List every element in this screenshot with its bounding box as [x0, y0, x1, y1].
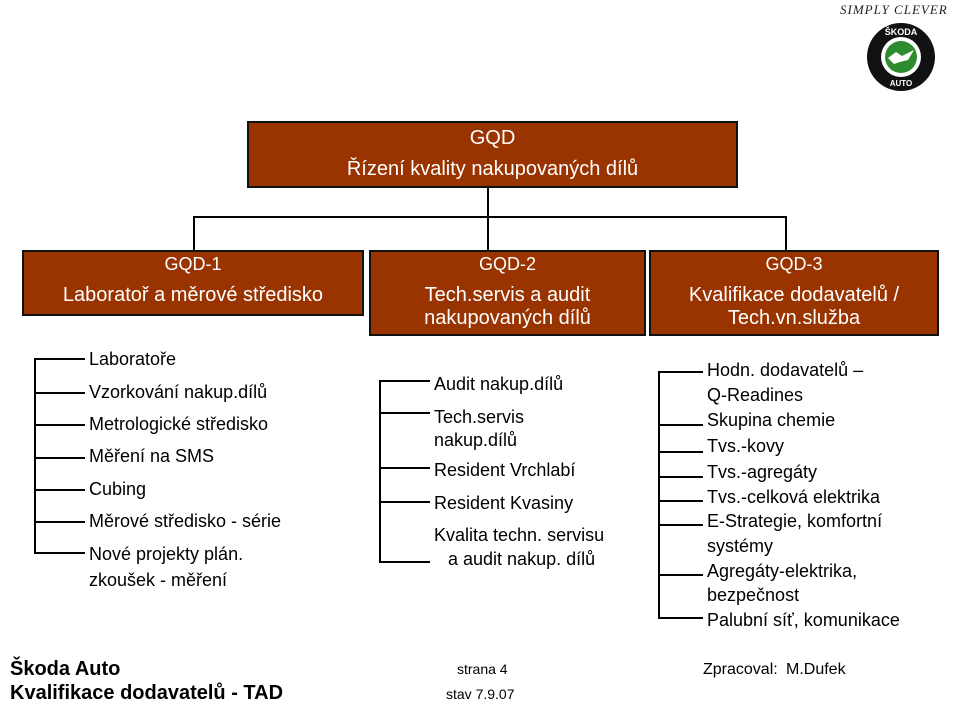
- gqd-3-item: Q-Readines: [707, 385, 804, 405]
- org-box-gqd-1: [22, 250, 364, 316]
- tree-branch: [658, 574, 703, 576]
- gqd-3-item: Tvs.-celková elektrika: [707, 487, 881, 507]
- tree-branch: [34, 552, 85, 554]
- gqd-3-item: Agregáty-elektrika,: [707, 561, 858, 581]
- gqd-1-item: Laboratoře: [89, 349, 177, 369]
- org-box-gqd-2-code: GQD-2: [478, 254, 536, 274]
- tree-branch: [658, 476, 703, 478]
- connector-right: [785, 216, 787, 250]
- gqd-3-item: systémy: [707, 536, 774, 556]
- gqd-3-item: Hodn. dodavatelů –: [707, 360, 864, 380]
- tree-branch: [658, 500, 703, 502]
- org-box-gqd-3: [649, 250, 939, 336]
- gqd-2-item: Kvalita techn. servisu: [434, 525, 605, 545]
- tree-branch: [379, 467, 430, 469]
- connector-left: [193, 216, 195, 250]
- brand-tagline: SIMPLY CLEVER: [840, 2, 948, 17]
- org-box-gqd-3-title-1: Kvalifikace dodavatelů /: [688, 284, 900, 306]
- gqd-1-item: Cubing: [89, 479, 147, 499]
- gqd-1-item: Vzorkování nakup.dílů: [89, 382, 268, 402]
- tree-branch: [658, 371, 703, 373]
- connector-top: [487, 188, 489, 250]
- gqd-2-item: a audit nakup. dílů: [448, 549, 596, 569]
- tree-trunk-gqd-3: [658, 371, 660, 618]
- gqd-3-item: bezpečnost: [707, 585, 800, 605]
- tree-branch: [379, 412, 430, 414]
- connector-horizontal: [193, 216, 786, 218]
- tree-branch: [379, 561, 430, 563]
- tree-branch: [34, 424, 85, 426]
- tree-branch: [34, 457, 85, 459]
- tree-branch: [658, 424, 703, 426]
- tree-branch: [34, 521, 85, 523]
- logo-text-top: ŠKODA: [884, 27, 918, 37]
- org-box-gqd: [247, 121, 738, 188]
- footer-author-label: Zpracoval:: [703, 661, 778, 678]
- org-box-gqd-title: Řízení kvality nakupovaných dílů: [346, 158, 639, 180]
- footer-page-number: strana 4: [457, 661, 508, 677]
- tree-trunk-gqd-1: [34, 358, 36, 553]
- org-box-gqd-2: [369, 250, 646, 336]
- gqd-3-item: Tvs.-agregáty: [707, 462, 818, 482]
- gqd-2-item: nakup.dílů: [434, 430, 518, 450]
- tree-branch: [34, 489, 85, 491]
- gqd-3-item: Skupina chemie: [707, 410, 836, 430]
- footer-subtitle: Kvalifikace dodavatelů - TAD: [10, 682, 284, 704]
- gqd-2-item: Resident Kvasiny: [434, 493, 574, 513]
- gqd-1-item: Měření na SMS: [89, 446, 215, 466]
- tree-branch: [34, 358, 85, 360]
- gqd-3-item: E-Strategie, komfortní: [707, 511, 883, 531]
- gqd-2-item: Audit nakup.dílů: [434, 374, 564, 394]
- skoda-logo: [866, 22, 936, 92]
- gqd-1-item: Nové projekty plán.: [89, 544, 244, 564]
- org-box-gqd-2-title-1: Tech.servis a audit: [424, 284, 591, 306]
- tree-trunk-gqd-2: [379, 380, 381, 563]
- org-box-gqd-3-title-2: Tech.vn.služba: [727, 307, 861, 329]
- footer-author: M.Dufek: [786, 661, 846, 678]
- tree-branch: [658, 617, 703, 619]
- footer-status-date: stav 7.9.07: [446, 686, 515, 702]
- org-box-gqd-3-code: GQD-3: [765, 254, 823, 274]
- org-box-gqd-1-code: GQD-1: [164, 254, 222, 274]
- gqd-3-item: Tvs.-kovy: [707, 436, 785, 456]
- org-box-gqd-2-title-2: nakupovaných dílů: [424, 307, 591, 329]
- logo-text-bottom: AUTO: [889, 79, 913, 88]
- org-box-gqd-code: GQD: [469, 127, 516, 149]
- tree-branch: [34, 392, 85, 394]
- tree-branch: [379, 501, 430, 503]
- gqd-2-item: Tech.servis: [434, 407, 525, 427]
- gqd-1-item: zkoušek - měření: [89, 570, 228, 590]
- tree-branch: [658, 524, 703, 526]
- gqd-1-item: Metrologické středisko: [89, 414, 269, 434]
- org-box-gqd-1-title: Laboratoř a měrové středisko: [62, 284, 324, 306]
- gqd-1-item: Měrové středisko - série: [89, 511, 282, 531]
- tree-branch: [658, 451, 703, 453]
- gqd-3-item: Palubní síť, komunikace: [707, 610, 900, 630]
- tree-branch: [379, 380, 430, 382]
- footer-company: Škoda Auto: [10, 658, 121, 680]
- gqd-2-item: Resident Vrchlabí: [434, 460, 576, 480]
